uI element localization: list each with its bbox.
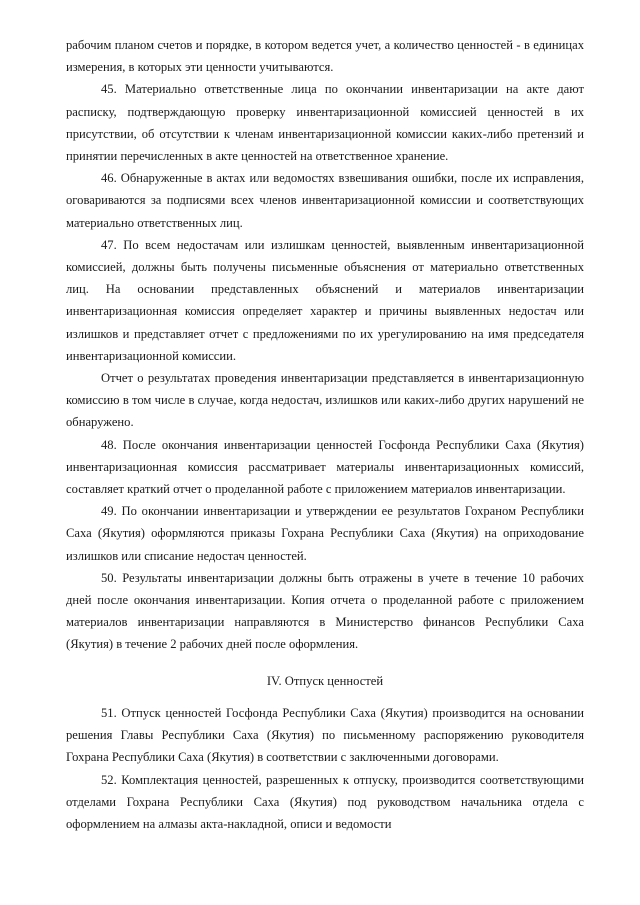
paragraph-48: 48. После окончания инвентаризации ценностей Госфонда Республики Саха (Якутия) инвентаризационная комиссия рассматривает материалы инвентаризационных комиссий, составляет краткий отчет о проделанной работе с приложением материалов инвентаризации. [66, 437, 584, 497]
paragraph-continuation: рабочим планом счетов и порядке, в котором ведется учет, а количество ценностей - в единицах измерения, в которых эти ценности учитываются. [66, 38, 584, 75]
document-page [66, 34, 584, 835]
paragraph-50: 50. Результаты инвентаризации должны быть отражены в учете в течение 10 рабочих дней после окончания инвентаризации. Копия отчета о проделанной работе с приложением материалов инвентаризации направляются в Министерство финансов Республики Саха (Якутия) в течение 2 рабочих дней после оформления. [66, 570, 584, 652]
paragraph-47-report: Отчет о результатах проведения инвентаризации представляется в инвентаризационную комиссию в том числе в случае, когда недостач, излишков или каких-либо других нарушений не обнаружено. [66, 371, 584, 430]
paragraph-47: 47. По всем недостачам или излишкам ценностей, выявленным инвентаризационной комиссией, должны быть получены письменные объяснения от материально ответственных лиц. На основании представленных объяснений и материалов инвентаризации инвентаризационная комиссия определяет характер и причины выявленных недостач или излишков и представляет отчет с предложениями по их урегулированию на имя председателя инвентаризационной комиссии. [66, 237, 584, 363]
paragraph-51: 51. Отпуск ценностей Госфонда Республики Саха (Якутия) производится на основании решения Главы Республики Саха (Якутия) по письменному распоряжению руководителя Гохрана Республики Саха (Якутия) в соответствии с заключенными договорами. [66, 705, 584, 765]
paragraph-52: 52. Комплектация ценностей, разрешенных к отпуску, производится соответствующими отделами Гохрана Республики Саха (Якутия) под руководством начальника отдела с оформлением на алмазы акта-накладной, описи и ведомости [66, 772, 584, 831]
section-heading: IV. Отпуск ценностей [266, 673, 384, 688]
paragraph-49: 49. По окончании инвентаризации и утверждении ее результатов Гохраном Республики Саха (Якутия) оформляются приказы Гохрана Республики Саха (Якутия) на оприходование излишков или списание недостач ценностей. [66, 504, 584, 563]
paragraph-45: 45. Материально ответственные лица по окончании инвентаризации на акте дают расписку, подтверждающую проверку инвентаризационной комиссией ценностей в их присутствии, об отсутствии к членам инвентаризационной комиссии каких-либо претензий и принятии перечисленных в акте ценностей на ответственное хранение. [66, 82, 584, 164]
paragraph-46: 46. Обнаруженные в актах или ведомостях взвешивания ошибки, после их исправления, оговариваются за подписями всех членов инвентаризационной комиссии и соответствующих материально ответственных лиц. [66, 171, 584, 230]
